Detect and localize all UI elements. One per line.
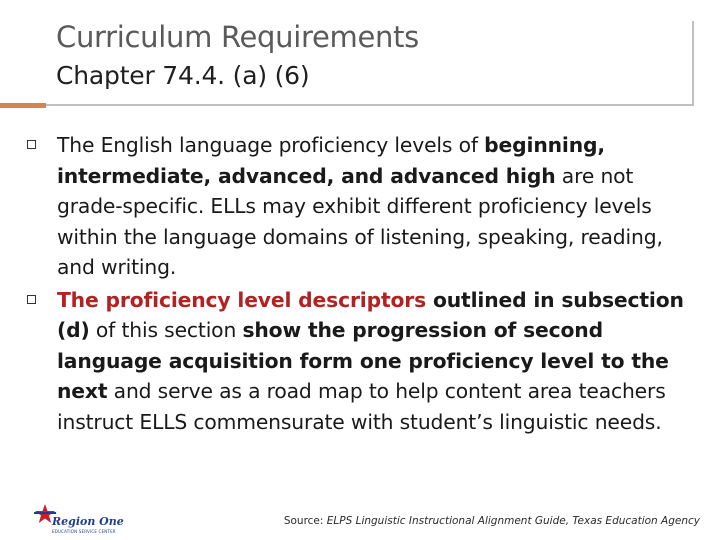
bullet-list: [24, 130, 684, 437]
bullet-2-seg-3: of this section: [89, 318, 243, 342]
square-bullet-icon: [27, 295, 36, 304]
bullet-2-seg-2: outlined in subsection (d): [57, 287, 684, 342]
bullet-2-seg-4: show the progression of second language acquisition form one proficiency level to the next: [57, 318, 669, 403]
bullet-1-seg-0: The English language proficiency levels of: [57, 133, 485, 157]
bullet-2-seg-1: The proficiency level descriptors: [57, 287, 427, 312]
bullet-1-seg-1: beginning, intermediate, advanced, and advanced high: [57, 133, 605, 188]
slide-subtitle: Chapter 74.4. (a) (6): [56, 61, 310, 90]
bullet-item-2: [24, 285, 684, 438]
bullet-item-1: [24, 130, 684, 283]
slide-title: Curriculum Requirements: [56, 20, 419, 54]
bullet-1-seg-2: are not grade-specific. ELLs may exhibit different proficiency levels within the language domains of listening, speaking, reading, and writing.: [57, 163, 663, 279]
region-one-logo: [28, 503, 124, 535]
accent-rule: [0, 103, 46, 108]
bullet-1-text: [57, 133, 663, 279]
vertical-divider: [692, 21, 694, 106]
logo-text: Region One: [52, 515, 124, 528]
source-citation: [284, 515, 700, 527]
square-bullet-icon: [27, 140, 36, 149]
bullet-2-text: [57, 288, 684, 434]
source-text: ELPS Linguistic Instructional Alignment Guide, Texas Education Agency: [326, 515, 700, 527]
title-divider: [46, 104, 692, 106]
bullet-2-seg-5: and serve as a road map to help content area teachers instruct ELLS commensurate with student’s linguistic needs.: [57, 379, 666, 434]
logo-subtext: EDUCATION SERVICE CENTER: [52, 529, 116, 534]
source-label: Source:: [283, 515, 327, 527]
